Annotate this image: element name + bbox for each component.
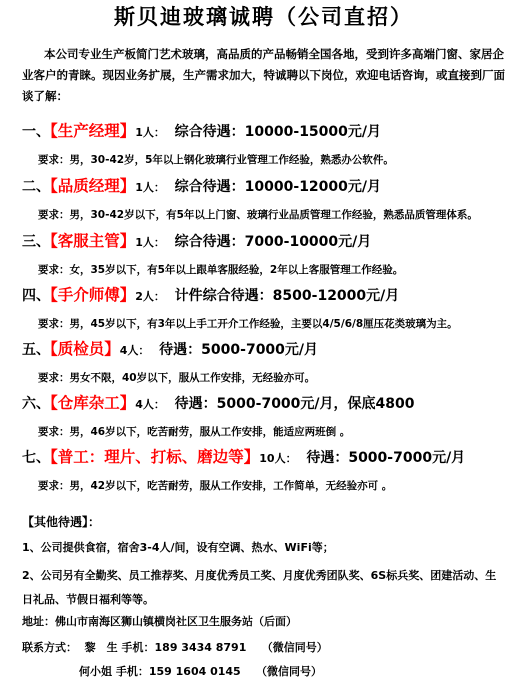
job-pay: 待遇：5000-7000元/月	[306, 450, 466, 466]
job-count: 1人：	[135, 236, 165, 249]
wechat-note: （微信同号）	[256, 665, 323, 678]
job-pay: 综合待遇：7000-10000元/月	[174, 234, 372, 250]
phone-label: 手机：	[115, 665, 149, 678]
address-line	[22, 614, 297, 630]
job-number: 四、	[22, 288, 50, 304]
phone-number: 159 1604 0145	[148, 665, 241, 678]
job-requirement: 要求：男女不限，40岁以下，服从工作安排，无经验亦可。	[38, 372, 316, 384]
benefit-item-1: 1、公司提供食宿，宿舍3-4人/间，设有空调、热水、WiFi等；	[22, 541, 334, 554]
job-position: 【仓库杂工】	[50, 394, 136, 412]
job-pay: 综合待遇：10000-12000元/月	[174, 179, 382, 195]
contact-name: 何小姐	[79, 665, 112, 678]
job-header	[22, 175, 517, 199]
job-item-1	[22, 120, 517, 168]
job-header	[22, 120, 517, 144]
job-item-3	[22, 230, 517, 278]
job-position: 【客服主管】	[50, 232, 136, 250]
job-position: 【普工：理片、打标、磨边等】	[50, 448, 260, 466]
page-title: 斯贝迪玻璃诚聘（公司直招）	[114, 5, 413, 29]
phone-number: 189 3434 8791	[154, 641, 247, 654]
job-requirement: 要求：男，46岁以下，吃苦耐劳，服从工作安排，能适应两班倒 。	[38, 426, 351, 438]
job-header	[22, 284, 517, 308]
job-requirement: 要求：男，30-42岁以下，有5年以上门窗、玻璃行业品质管理工作经验，熟悉品质管理体系。	[38, 209, 478, 221]
job-position: 【生产经理】	[50, 122, 136, 140]
job-count: 4人：	[119, 344, 150, 357]
job-item-4	[22, 284, 517, 332]
job-count: 2人：	[135, 290, 165, 303]
contact-line-1	[22, 640, 328, 656]
job-header	[22, 338, 517, 362]
wechat-note: （微信同号）	[261, 641, 328, 654]
job-count: 1人：	[135, 126, 165, 139]
job-position: 【品质经理】	[50, 177, 136, 195]
job-pay: 综合待遇：10000-15000元/月	[174, 124, 382, 140]
job-count: 4人：	[135, 398, 165, 411]
contact-name: 黎 生	[84, 641, 118, 654]
job-position: 【手介师傅】	[50, 286, 136, 304]
benefit-item-2: 2、公司另有全勤奖、员工推荐奖、月度优秀员工奖、月度优秀团队奖、6S标兵奖、团建活动、生日礼品、节假日福利等等。	[22, 569, 497, 606]
job-pay: 待遇：5000-7000元/月	[159, 342, 319, 358]
other-benefits-heading: 【其他待遇】：	[22, 515, 101, 529]
job-item-5	[22, 338, 517, 386]
job-item-6	[22, 392, 517, 440]
job-item-2	[22, 175, 517, 223]
job-number: 三、	[22, 234, 50, 250]
address-text: 佛山市南海区狮山镇横岗社区卫生服务站（后面）	[55, 615, 297, 628]
job-number: 六、	[22, 396, 50, 412]
job-requirement: 要求：男，45岁以下，有3年以上手工开介工作经验，主要以4/5/6/8厘压花类玻璃为主。	[38, 318, 458, 330]
address-label: 地址：	[22, 615, 55, 628]
job-requirement: 要求：男，30-42岁，5年以上钢化玻璃行业管理工作经验，熟悉办公软件。	[38, 154, 394, 166]
job-header	[22, 392, 517, 416]
intro-paragraph: 本公司专业生产板简门艺术玻璃，高品质的产品畅销全国各地，受到许多高端门窗、家居企业客户的青睐。现因业务扩展，生产需求加大，特诚聘以下岗位，欢迎电话咨询，或直接到厂面谈了解：	[22, 47, 505, 103]
phone-label: 手机：	[121, 641, 155, 654]
job-requirement: 要求：女，35岁以下，有5年以上跟单客服经验，2年以上客服管理工作经验。	[38, 264, 404, 276]
job-pay: 计件综合待遇：8500-12000元/月	[174, 288, 400, 304]
job-requirement: 要求：男，42岁以下，吃苦耐劳，服从工作安排，工作简单，无经验亦可 。	[38, 480, 393, 492]
job-pay: 待遇：5000-7000元/月，保底4800	[174, 396, 415, 412]
job-number: 七、	[22, 450, 50, 466]
job-header	[22, 230, 517, 254]
job-number: 五、	[22, 342, 50, 358]
job-count: 10人：	[259, 452, 297, 465]
contact-line-2	[79, 664, 322, 680]
job-item-7	[22, 446, 517, 494]
job-number: 一、	[22, 124, 50, 140]
job-position: 【质检员】	[50, 340, 120, 358]
contact-label: 联系方式：	[22, 641, 77, 654]
job-header	[22, 446, 517, 470]
job-number: 二、	[22, 179, 50, 195]
job-count: 1人：	[135, 181, 165, 194]
